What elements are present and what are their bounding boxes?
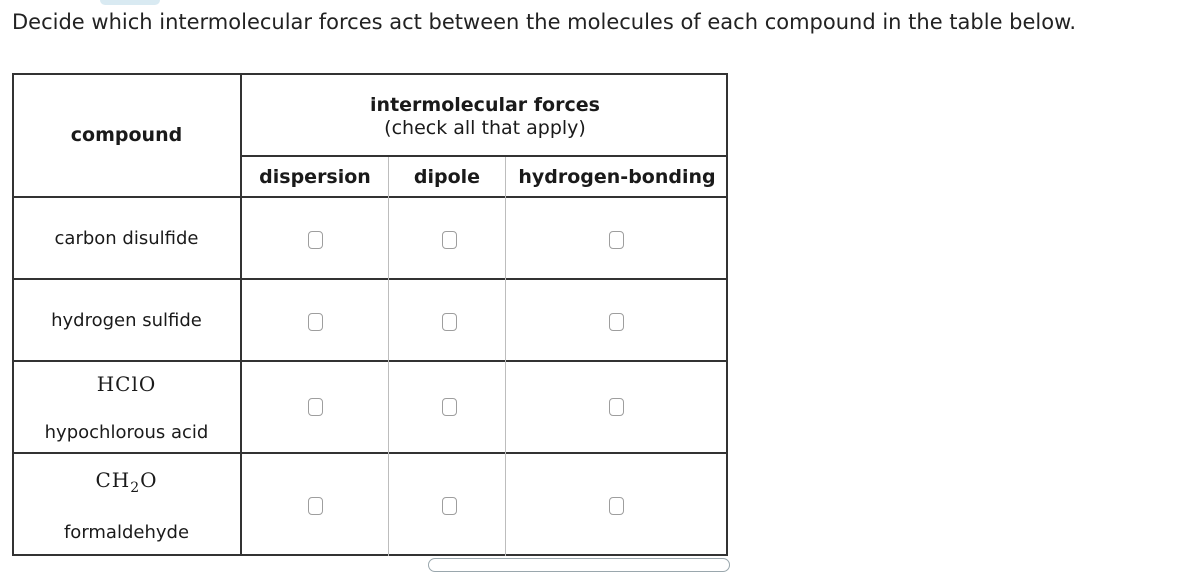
checkbox-hypochlorous-acid-hydrogen-bonding[interactable] — [609, 398, 624, 416]
compound-name: carbon disulfide — [54, 227, 199, 249]
compound-cell — [12, 280, 241, 360]
checkbox-formaldehyde-hydrogen-bonding[interactable] — [609, 497, 624, 515]
compound-name: hypochlorous acid — [44, 421, 209, 443]
checkbox-carbon-disulfide-dispersion[interactable] — [308, 231, 323, 249]
compound-header-cell — [12, 73, 241, 197]
checkbox-hydrogen-sulfide-dispersion[interactable] — [308, 313, 323, 331]
compound-cell — [12, 454, 241, 556]
checkbox-carbon-disulfide-dipole[interactable] — [442, 231, 457, 249]
top-tab-indicator — [100, 0, 160, 5]
compound-name: hydrogen sulfide — [51, 309, 202, 331]
column-header-hydrogen-bonding: hydrogen-bonding — [518, 166, 716, 188]
checkbox-hypochlorous-acid-dispersion[interactable] — [308, 398, 323, 416]
compound-cell — [12, 362, 241, 452]
compound-cell — [12, 198, 241, 278]
column-divider — [388, 157, 389, 556]
compound-header: compound — [70, 124, 183, 146]
checkbox-carbon-disulfide-hydrogen-bonding[interactable] — [609, 231, 624, 249]
checkbox-hypochlorous-acid-dipole[interactable] — [442, 398, 457, 416]
forces-header-cell — [242, 87, 728, 147]
checkbox-formaldehyde-dispersion[interactable] — [308, 497, 323, 515]
question-prompt: Decide which intermolecular forces act between the molecules of each compound in the table below. — [12, 10, 1077, 34]
answer-toolbar[interactable] — [428, 558, 730, 572]
compound-formula: $CH_2O$ — [95, 467, 158, 496]
column-header-dispersion: dispersion — [259, 166, 371, 188]
forces-subheader: (check all that apply) — [384, 117, 586, 139]
checkbox-hydrogen-sulfide-hydrogen-bonding[interactable] — [609, 313, 624, 331]
column-header-dipole: dipole — [413, 166, 481, 188]
compound-name: formaldehyde — [63, 521, 190, 543]
checkbox-hydrogen-sulfide-dipole[interactable] — [442, 313, 457, 331]
forces-header: intermolecular forces — [370, 94, 600, 116]
column-divider — [505, 157, 506, 556]
checkbox-formaldehyde-dipole[interactable] — [442, 497, 457, 515]
compound-formula: HClO — [96, 371, 157, 396]
